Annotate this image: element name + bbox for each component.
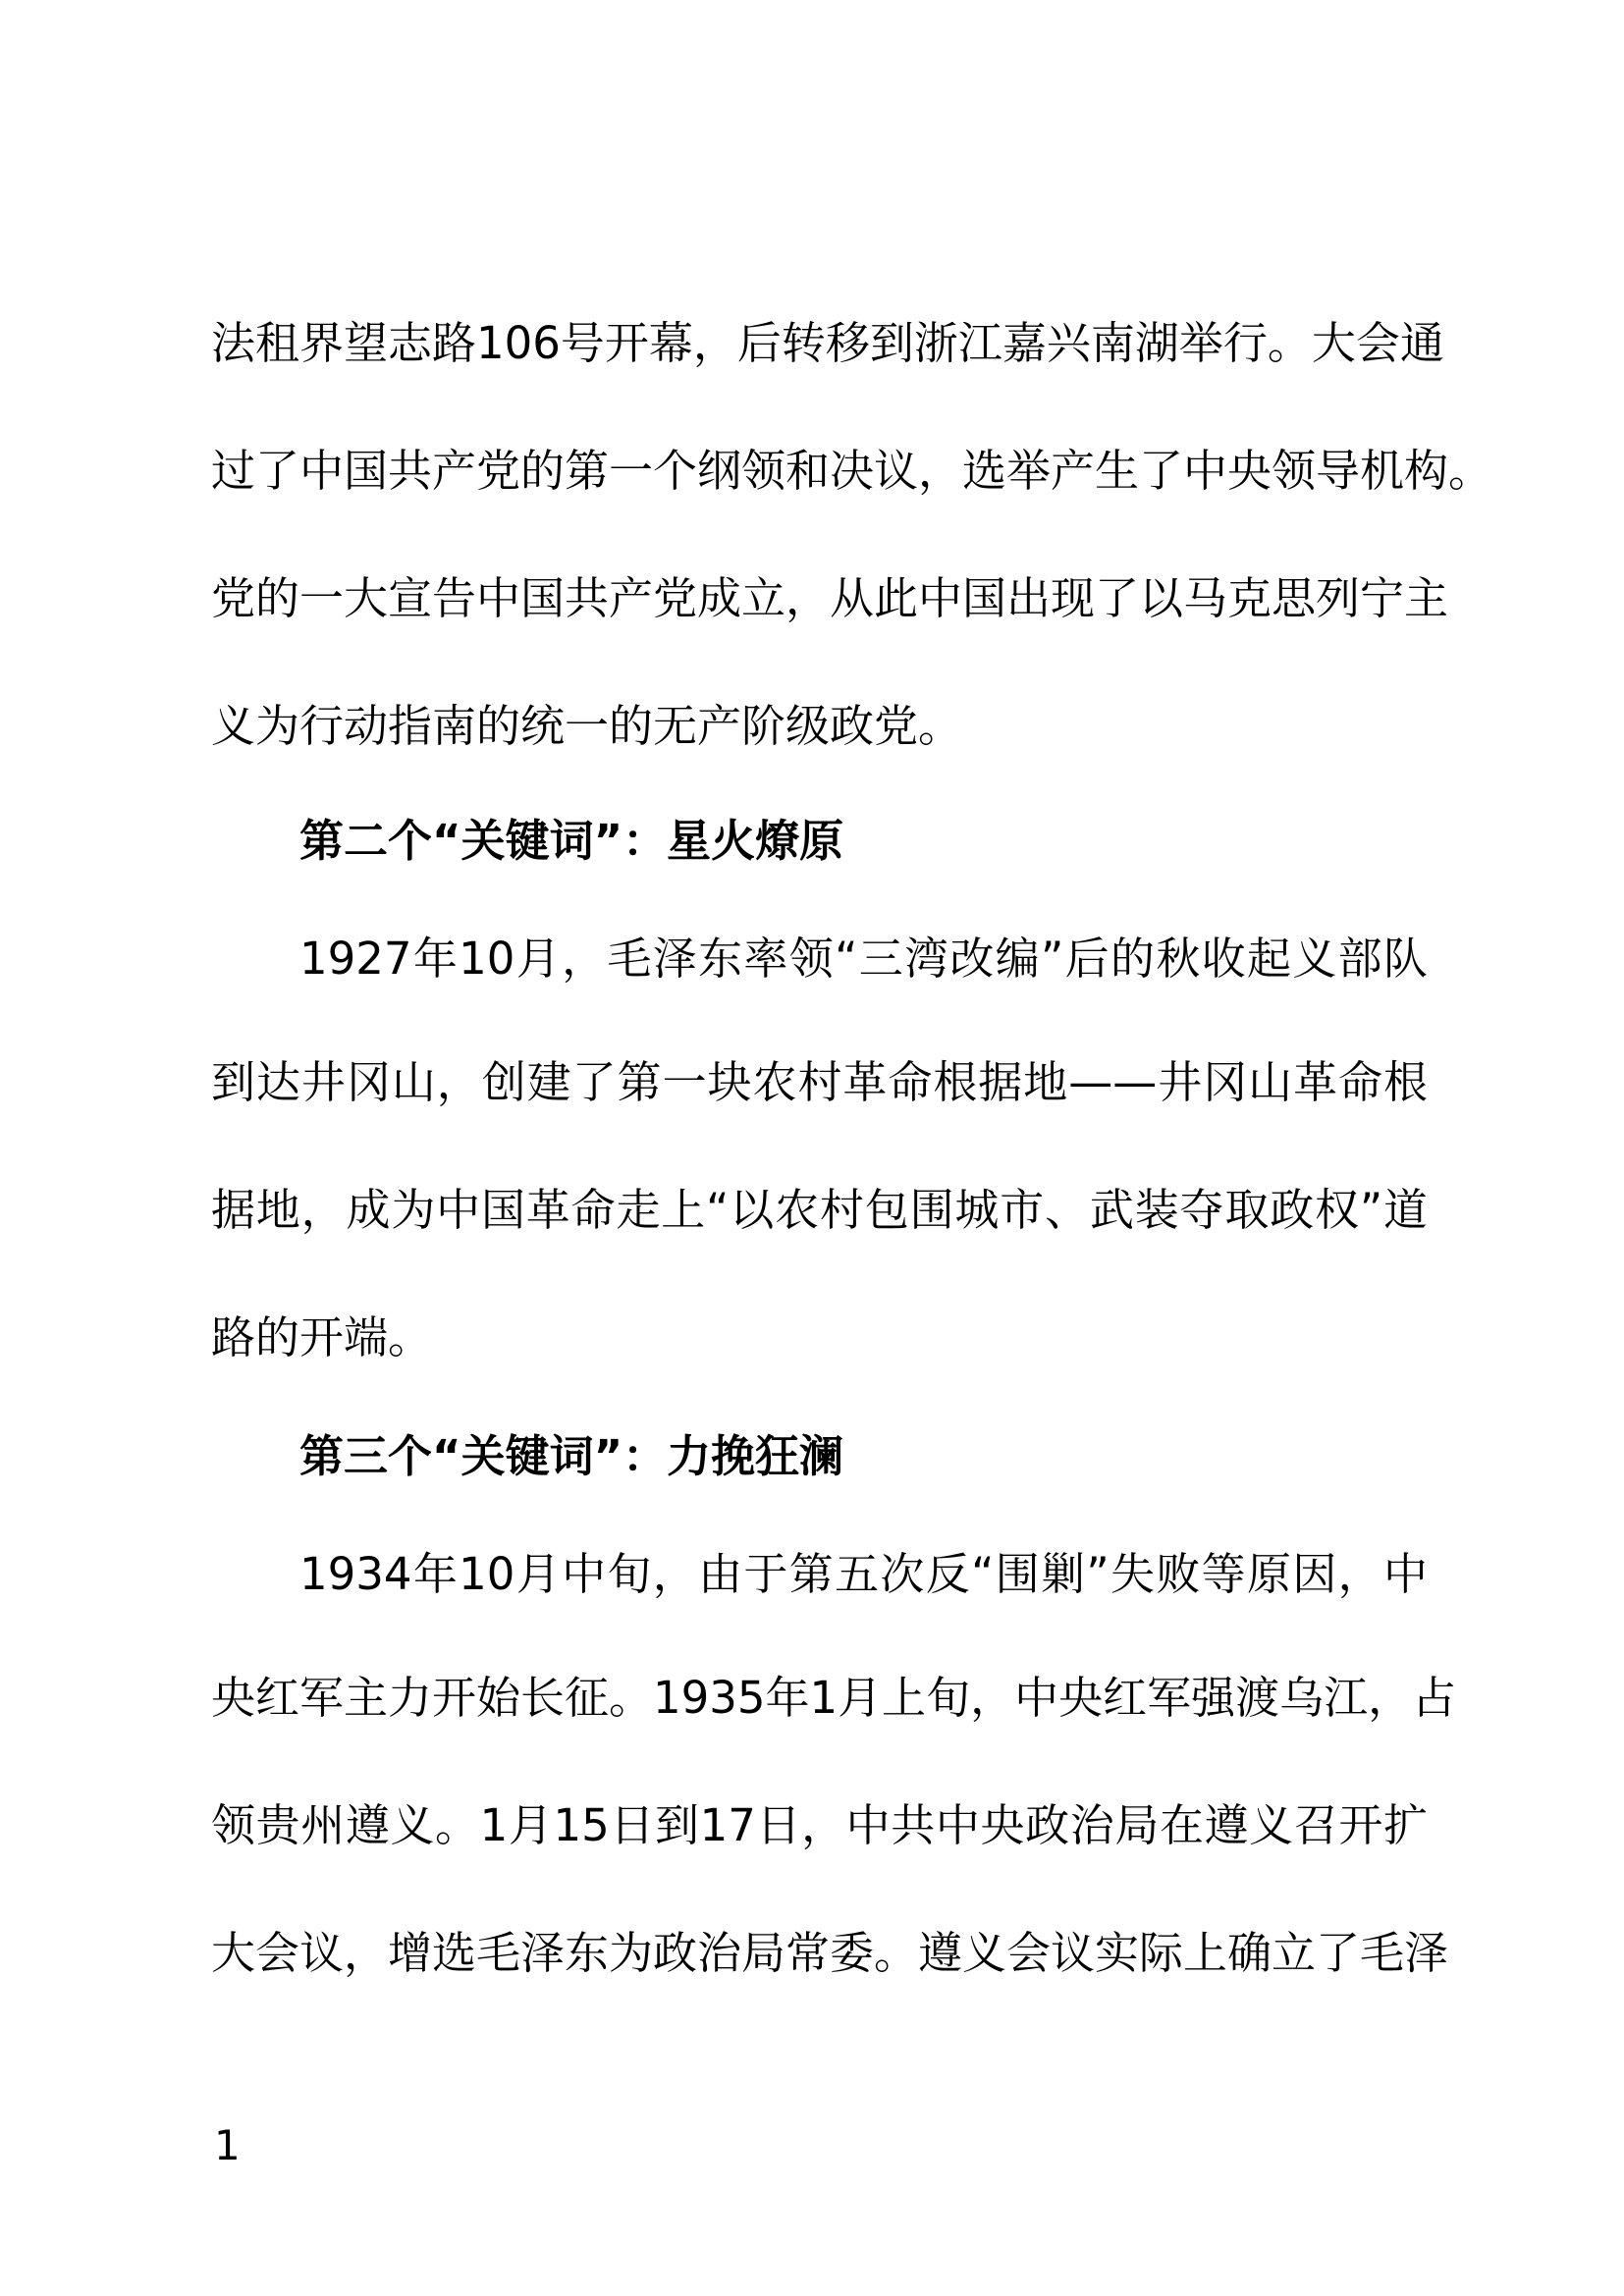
section-heading: 第二个“关键词”：星火燎原: [299, 815, 844, 867]
paragraph-line: 到达井冈山，创建了第一块农村革命根据地——井冈山革命根: [211, 1056, 1428, 1108]
paragraph-line: 过了中国共产党的第一个纲领和决议，选举产生了中央领导机构。: [211, 445, 1493, 497]
paragraph-line: 央红军主力开始长征。1935年1月上旬，中央红军强渡乌江，占: [211, 1672, 1457, 1724]
paragraph-line: 大会议，增选毛泽东为政治局常委。遵义会议实际上确立了毛泽: [211, 1927, 1449, 1979]
paragraph-line: 1927年10月，毛泽东率领“三湾改编”后的秋收起义部队: [299, 933, 1428, 985]
paragraph-line: 1934年10月中旬，由于第五次反“围剿”失败等原因，中: [299, 1548, 1428, 1600]
page-number: 1: [214, 2121, 241, 2169]
paragraph-line: 党的一大宣告中国共产党成立，从此中国出现了以马克思列宁主: [211, 572, 1449, 624]
paragraph-line: 法租界望志路106号开幕，后转移到浙江嘉兴南湖举行。大会通: [211, 317, 1444, 369]
paragraph-line: 义为行动指南的统一的无产阶级政党。: [211, 700, 963, 752]
paragraph-line: 据地，成为中国革命走上“以农村包围城市、武装夺取政权”道: [211, 1184, 1428, 1236]
section-heading: 第三个“关键词”：力挽狂澜: [299, 1430, 844, 1482]
paragraph-line: 路的开端。: [211, 1311, 433, 1363]
paragraph-line: 领贵州遵义。1月15日到17日，中共中央政治局在遵义召开扩: [211, 1799, 1428, 1851]
